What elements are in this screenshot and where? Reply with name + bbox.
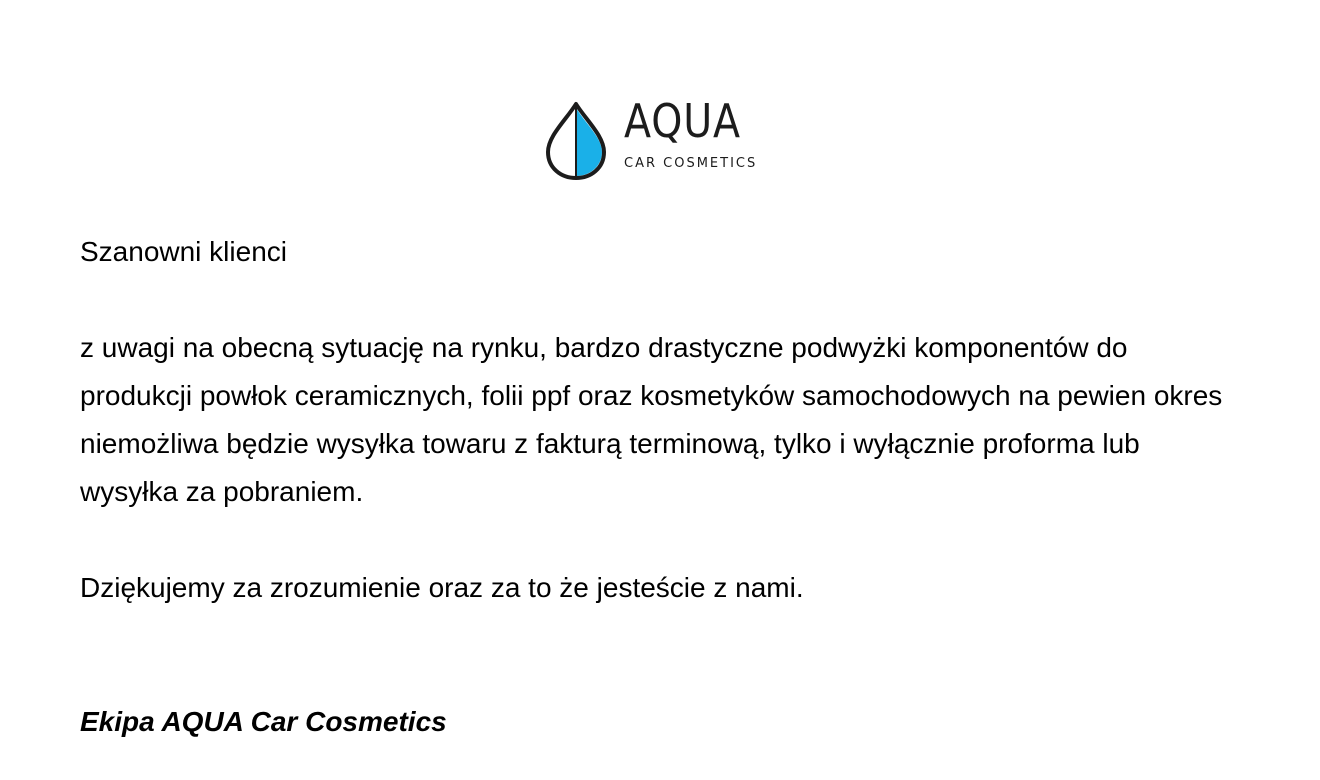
letter-greeting: Szanowni klienci: [80, 236, 287, 267]
letter-signature: Ekipa AQUA Car Cosmetics: [80, 706, 447, 737]
letter-thanks: Dziękujemy za zrozumienie oraz za to że jesteście z nami.: [80, 572, 804, 603]
brand-logo: [544, 94, 764, 180]
letter-body: z uwagi na obecną sytuację na rynku, bardzo drastyczne podwyżki komponentów do produkcji powłok ceramicznych, folii ppf oraz kosmetyków samochodowych na pewien okres niemożliwa będzie wysyłka towaru z fakturą terminową, tylko i wyłącznie proforma lub wysyłka za pobraniem.: [80, 332, 1223, 507]
letter-content: [80, 228, 1240, 746]
logo-title: AQUA: [624, 94, 741, 148]
water-drop-icon: [544, 100, 608, 180]
logo-subtitle: CAR COSMETICS: [624, 156, 758, 171]
